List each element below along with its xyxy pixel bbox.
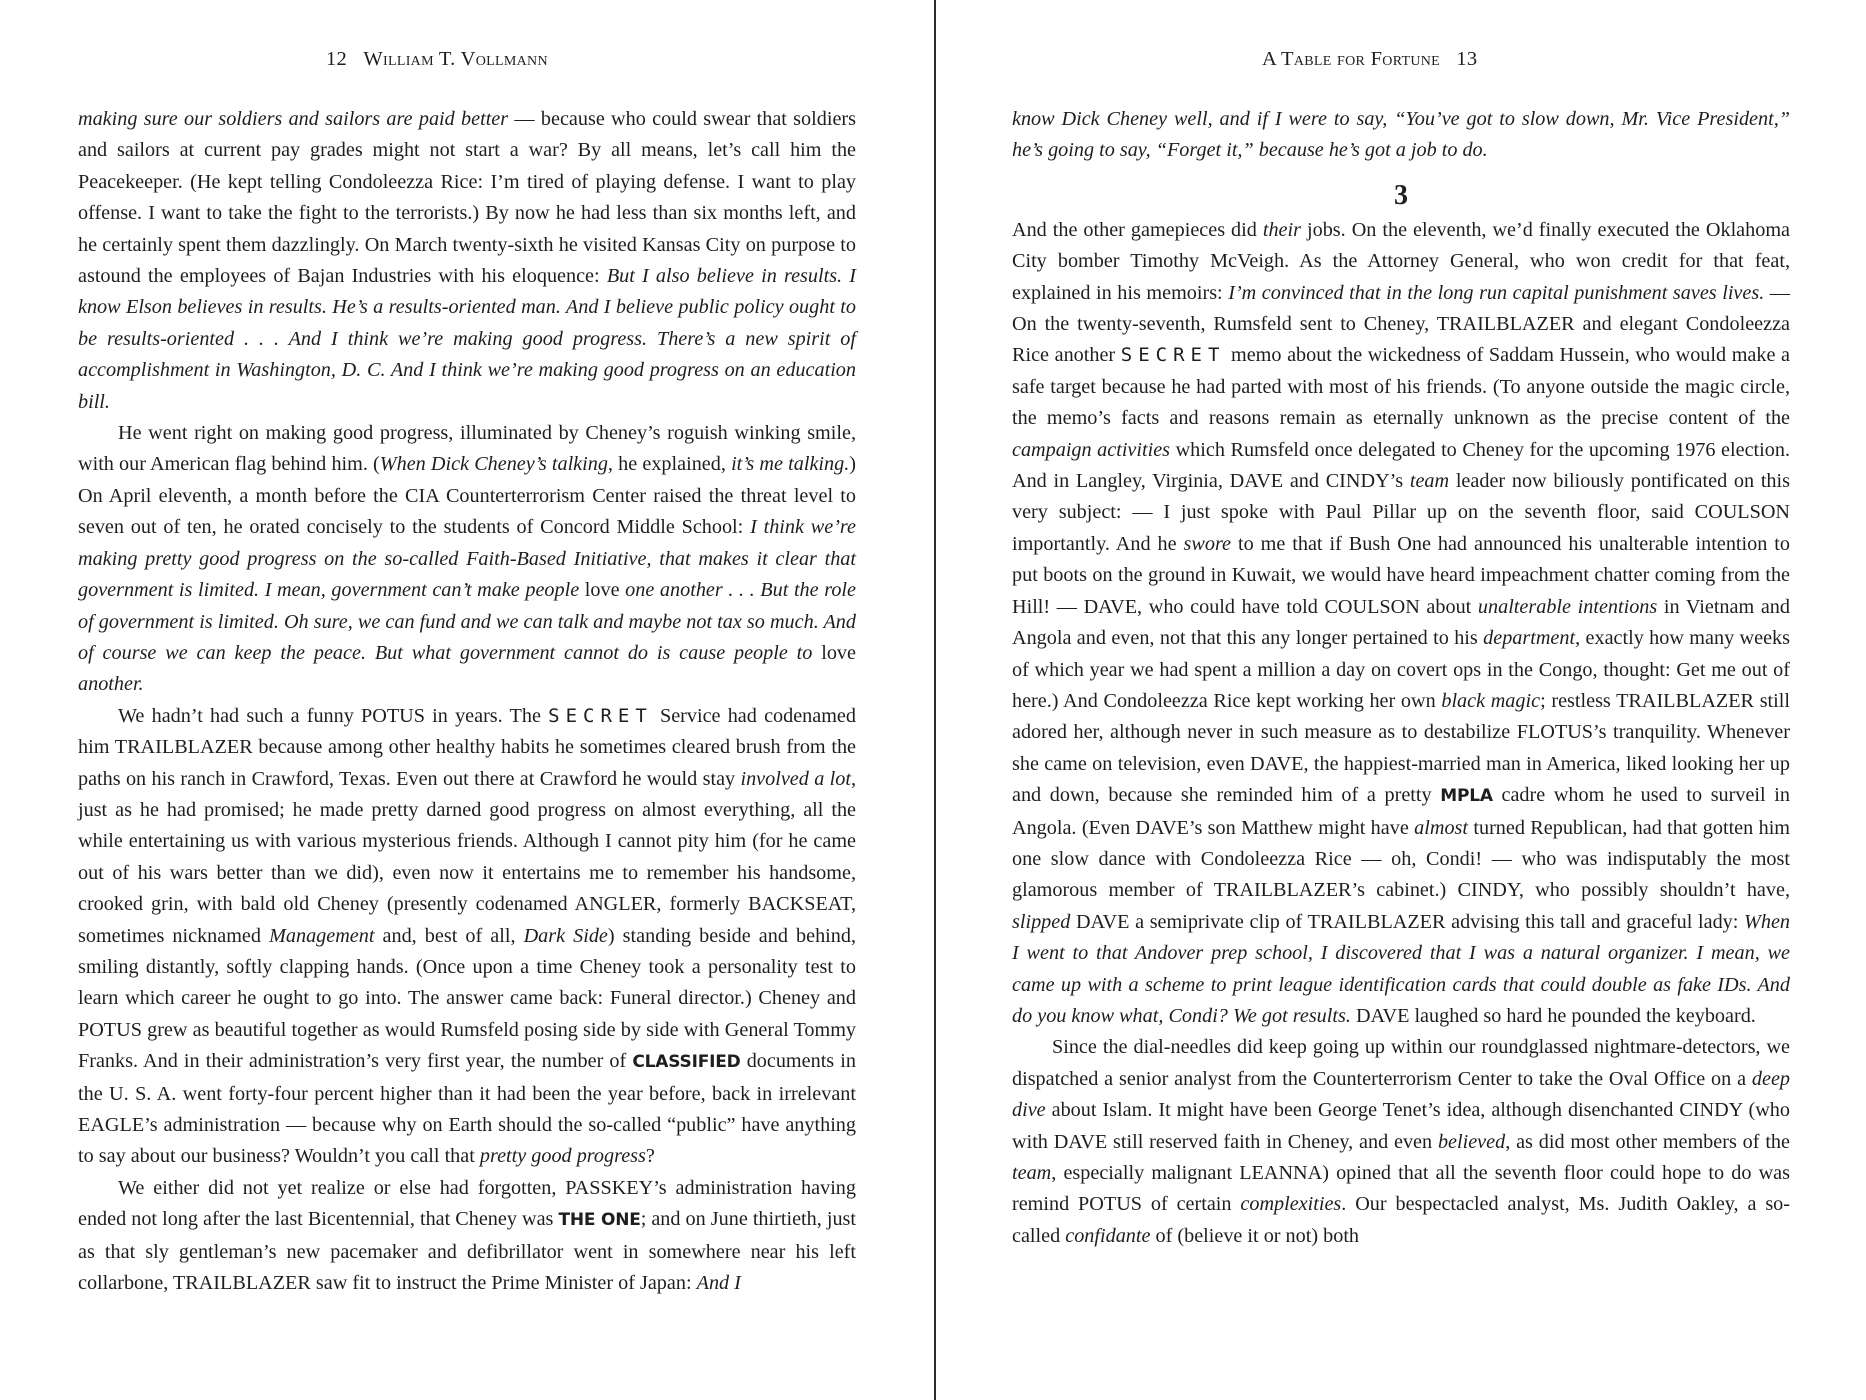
italic-span: slipped xyxy=(1012,910,1071,933)
italic-span: When Dick Cheney’s talking, xyxy=(379,453,613,476)
secret-word: SECRET xyxy=(1120,344,1226,367)
italic-span: swore xyxy=(1183,532,1232,555)
page-number: 12 xyxy=(326,48,348,70)
section-number: 3 xyxy=(1394,179,1408,211)
paragraph: We either did not yet realize or else had forgotten, PASSKEY’s administration having ended not long after the last Bicentennial, that Cheney was THE ONE; and on June thirtieth, just as that sly gentleman’s new pacemaker and defibrillator went in somewhere near his left collarbone, TRAILBLAZER saw fit to instruct the Prime Minister of Japan: And I xyxy=(78,1176,856,1295)
italic-span: know Dick Cheney well, and if I were to say, “You’ve got to slow down, Mr. Vice President,” he’s going to say, “Forget it,” because he’s got a job to do. xyxy=(1012,108,1790,162)
italic-span: involved a lot xyxy=(740,767,851,790)
italic-span: department xyxy=(1483,627,1576,650)
italic-span: When I went to that Andover prep school, I discovered that I was a natural organizer. I mean, we came up with a scheme to print league identification cards that could double as fake IDs. And do you know what, Condi? We got results. xyxy=(1012,910,1790,1027)
paragraph: And the other gamepieces did their jobs. On the eleventh, we’d finally executed the Oklahoma City bomber Timothy McVeigh. As the Attorney General, who won credit for that feat, explained in his memoirs: I’m convinced that in the long run capital punishment saves lives. — On the twenty-seventh, Rumsfeld sent to Cheney, TRAILBLAZER and elegant Condoleezza Rice another SECRET memo about the wickedness of Saddam Hussein, who would make a safe target because he had parted with most of his friends. (To anyone outside the magic circle, the memo’s facts and reasons remain as eternally unknown as the precise content of the campaign activities which Rumsfeld once delegated to Cheney for the upcoming 1976 election. And in Langley, Virginia, DAVE and CINDY’s team leader now biliously pontificated on this very subject: — I just spoke with Paul Pillar up on the seventh floor, said COULSON importantly. And he swore to me that if Bush One had announced his unalterable intention to put boots on the ground in Kuwait, we would have heard impeachment chatter coming from the Hill! — DAVE, who could have told COULSON about unalterable intentions in Vietnam and Angola and even, not that this any longer pertained to his department, exactly how many weeks of which year we had spent a million a day on covert ops in the Congo, thought: Get me out of here.) And Condoleezza Rice kept working her own black magic; restless TRAILBLAZER still adored her, although never in such measure as to destabilize FLOTUS’s tranquility. Whenever she came on television, even DAVE, the happiest-married man in America, liked looking her up and down, because she reminded him of a pretty MPLA cadre whom he used to surveil in Angola. (Even DAVE’s son Matthew might have almost turned Republican, had that gotten him one slow dance with Condoleezza Rice — oh, Condi! — who was indisputably the most glamorous member of TRAILBLAZER’s cabinet.) CINDY, who possibly shouldn’t have, slipped DAVE a semiprivate clip of TRAILBLAZER advising this tall and graceful lady: When I went to that Andover prep school, I discovered that I was a natural organizer. I mean, we came up with a scheme to print league identification cards that could double as fake IDs. And do you know what, Condi? We got results. DAVE laughed so hard he pounded the keyboard. xyxy=(1012,218,1791,1027)
right-page xyxy=(1012,0,1790,1400)
paragraph: He went right on making good progress, illuminated by Cheney’s roguish winking smile, with our American flag behind him. (When Dick Cheney’s talking, he explained, it’s me talking.) On April eleventh, a month before the CIA Counterterrorism Center raised the threat level to seven out of ten, he orated concisely to the students of Concord Middle School: I think we’re making pretty good progress on the so-called Faith-Based Initiative, that makes it clear that government is limited. I mean, government can’t make people love one another . . . But the role of government is limited. Oh sure, we can fund and we can talk and maybe not tax so much. And of course we can keep the peace. But what government cannot do is cause people to love another. xyxy=(78,422,856,696)
italic-span: one another . . . But the role of government is limited. Oh sure, we can fund and we can talk and maybe not tax so much. And of course we can keep the peace. But what government cannot do is cause people to xyxy=(78,579,856,664)
italic-span: believed xyxy=(1437,1130,1506,1153)
page-body xyxy=(1012,104,1790,1252)
italic-span: campaign activities xyxy=(1012,438,1171,461)
display-word: MPLA xyxy=(1440,786,1493,807)
italic-span: black magic xyxy=(1441,689,1541,712)
italic-span: unalterable intentions xyxy=(1477,595,1658,618)
display-word: THE ONE xyxy=(558,1210,641,1231)
spine-divider xyxy=(934,0,936,1400)
paragraph xyxy=(1012,104,1790,167)
italic-span: complexities xyxy=(1240,1193,1342,1216)
running-head-left xyxy=(326,48,548,71)
running-head-title: William T. Vollmann xyxy=(363,48,548,70)
secret-word: SECRET xyxy=(548,704,653,727)
italic-span: making sure our soldiers and sailors are paid better xyxy=(78,108,509,130)
page-number: 13 xyxy=(1456,48,1478,70)
left-page xyxy=(78,0,856,1400)
paragraph: Since the dial-needles did keep going up within our roundglassed nightmare-detectors, we dispatched a senior analyst from the Counterterrorism Center to take the Oval Office on a deep dive about Islam. It might have been George Tenet’s idea, although disenchanted CINDY (who with DAVE still reserved faith in Cheney, and even believed, as did most other members of the team, especially malignant LEANNA) opined that all the seventh floor could hope to do was remind POTUS of certain complexities. Our bespectacled analyst, Ms. Judith Oakley, a so-called confidante of (believe it or not) both xyxy=(1012,1036,1790,1247)
italic-span: I’m convinced that in the long run capital punishment saves lives. xyxy=(1228,281,1765,304)
italic-span: Dark Side xyxy=(523,924,608,947)
italic-span: their xyxy=(1262,218,1301,241)
italic-span: deep dive xyxy=(1012,1067,1790,1122)
italic-span: it’s me talking. xyxy=(731,453,850,476)
italic-span: another. xyxy=(78,673,144,696)
page-body xyxy=(78,104,856,1299)
italic-span: I think we’re making pretty good progress on the so-called Faith-Based Initiative, that makes it clear that government is limited. I mean, government can’t make people xyxy=(78,516,856,602)
italic-span: confidante xyxy=(1065,1224,1151,1247)
paragraph: making sure our soldiers and sailors are paid better — because who could swear that soldiers and sailors at current pay grades might not start a war? By all means, let’s call him the Peacekeeper. (He kept telling Condoleezza Rice: I’m tired of playing defense. I want to play offense. I want to take the fight to the terrorists.) By now he had less than six months left, and he certainly spent them dazzlingly. On March twenty-sixth he visited Kansas City on purpose to astound the employees of Bajan Industries with his eloquence: But I also believe in results. I know Elson believes in results. He’s a results-oriented man. And I believe public policy ought to be results-oriented . . . And I think we’re making good progress. There’s a new spirit of accomplishment in Washington, D. C. And I think we’re making good progress on an education bill. xyxy=(78,108,857,413)
italic-span: team xyxy=(1012,1162,1052,1184)
paragraph: We hadn’t had such a funny POTUS in years. The SECRET Service had codenamed him TRAILBLAZER because among other healthy habits he sometimes cleared brush from the paths on his ranch in Crawford, Texas. Even out there at Crawford he would stay involved a lot, just as he had promised; he made pretty darned good progress on almost everything, all the while entertaining us with various mysterious friends. Although I cannot pity him (for he came out of his wars better than we did), even now it entertains me to remember his handsome, crooked grin, with bald old Cheney (presently codenamed ANGLER, formerly BACKSEAT, sometimes nicknamed Management and, best of all, Dark Side) standing beside and behind, smiling distantly, softly clapping hands. (Once upon a time Cheney took a personality test to learn which career he ought to go into. The answer came back: Funeral director.) Cheney and POTUS grew as beautiful together as would Rumsfeld posing side by side with General Tommy Franks. And in their administration’s very first year, the number of CLASSIFIED documents in the U. S. A. went forty-four percent higher than it had been the year before, back in irrelevant EAGLE’s administration — because why on Earth should the so-called “public” have anything to say about our business? Wouldn’t you call that pretty good progress? xyxy=(78,704,857,1168)
running-head-right xyxy=(1262,48,1477,71)
italic-span: pretty good progress xyxy=(479,1145,646,1168)
italic-span: And I xyxy=(696,1272,741,1295)
running-head-title: A Table for Fortune xyxy=(1262,48,1441,70)
italic-span: team xyxy=(1409,470,1450,493)
display-word: CLASSIFIED xyxy=(632,1052,741,1073)
italic-span: almost xyxy=(1414,816,1468,839)
italic-span: But I also believe in results. I know Elson believes in results. He’s a results-oriented man. And I believe public policy ought to be results-oriented . . . And I think we’re making good progress. There’s a new spirit of accomplishment in Washington, D. C. And I think we’re making good progress on an education bill. xyxy=(78,265,857,413)
italic-span: Management xyxy=(269,924,375,947)
